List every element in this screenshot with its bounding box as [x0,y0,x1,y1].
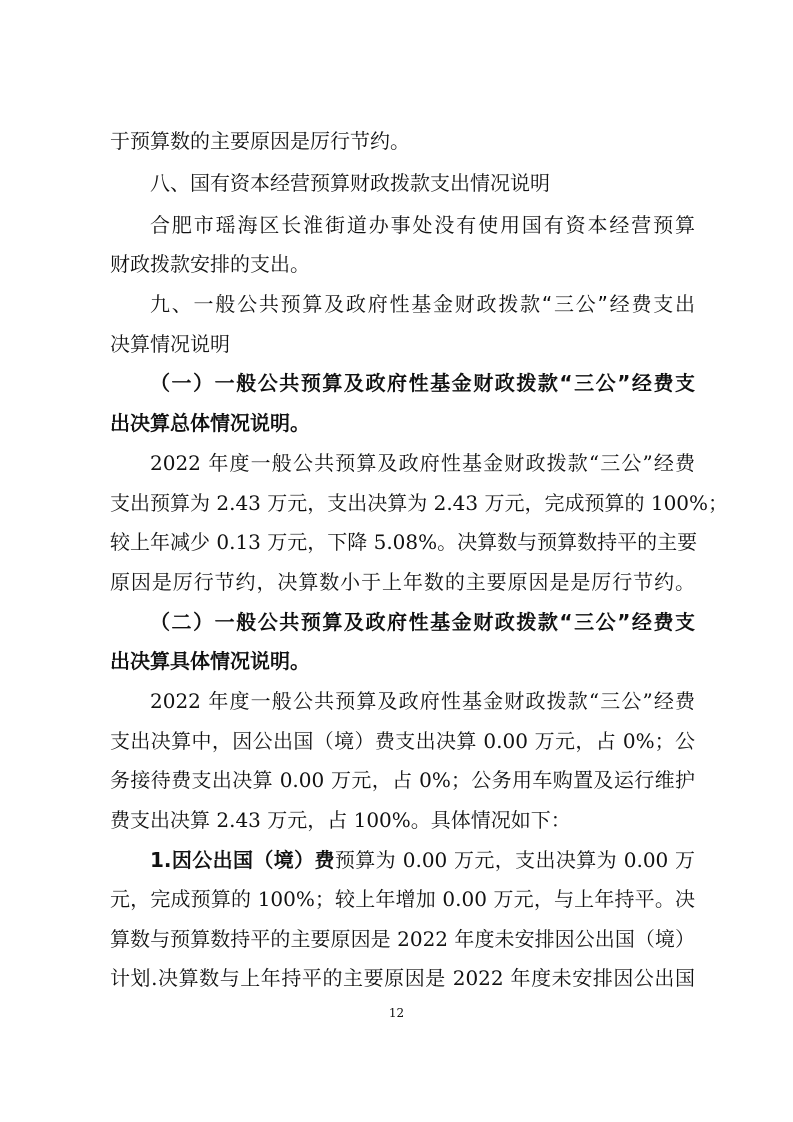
section-heading-9-cont: 决算情况说明 [110,332,230,356]
section-heading-8: 八、国有资本经营预算财政拨款支出情况说明 [150,171,550,195]
item-1-text: 预算为 0.00 万元，支出决算为 0.00 万 [334,848,695,872]
section-heading-9: 九、一般公共预算及政府性基金财政拨款“三公”经费支出 [150,292,695,316]
paragraph-line: 于预算数的主要原因是厉行节约。 [110,129,410,153]
paragraph-line: 元，完成预算的 100%；较上年增加 0.00 万元，与上年持平。决 [110,887,695,911]
page-number: 12 [388,1006,405,1020]
subsection-heading-1-cont: 出决算总体情况说明。 [110,411,310,435]
paragraph-line: 原因是厉行节约，决算数小于上年数的主要原因是是厉行节约。 [110,570,695,594]
paragraph-line: 支出决算中，因公出国（境）费支出决算 0.00 万元，占 0%；公 [110,729,695,753]
paragraph-line: 较上年减少 0.13 万元，下降 5.08%。决算数与预算数持平的主要 [110,530,698,554]
paragraph-line: 算数与预算数持平的主要原因是 2022 年度未安排因公出国（境） [110,927,695,951]
item-1-heading: 1.因公出国（境）费 [150,848,335,872]
subsection-heading-2-cont: 出决算具体情况说明。 [110,649,310,673]
paragraph-line: 计划.决算数与上年持平的主要原因是 2022 年度未安排因公出国 [110,966,695,990]
paragraph-line: 务接待费支出决算 0.00 万元，占 0%；公务用车购置及运行维护 [110,768,695,792]
paragraph-line: 财政拨款安排的支出。 [110,252,310,276]
subsection-heading-2: （二）一般公共预算及政府性基金财政拨款“三公”经费支 [150,610,695,634]
paragraph-line: 2022 年度一般公共预算及政府性基金财政拨款“三公”经费 [150,689,695,713]
paragraph-line: 费支出决算 2.43 万元，占 100%。具体情况如下： [110,808,571,832]
paragraph-line: 支出预算为 2.43 万元，支出决算为 2.43 万元，完成预算的 100%； [110,491,729,515]
subsection-heading-1: （一）一般公共预算及政府性基金财政拨款“三公”经费支 [150,371,695,395]
paragraph-line: 合肥市瑶海区长淮街道办事处没有使用国有资本经营预算 [150,213,695,237]
item-1-line [150,840,695,880]
paragraph-line: 2022 年度一般公共预算及政府性基金财政拨款“三公”经费 [150,451,695,475]
